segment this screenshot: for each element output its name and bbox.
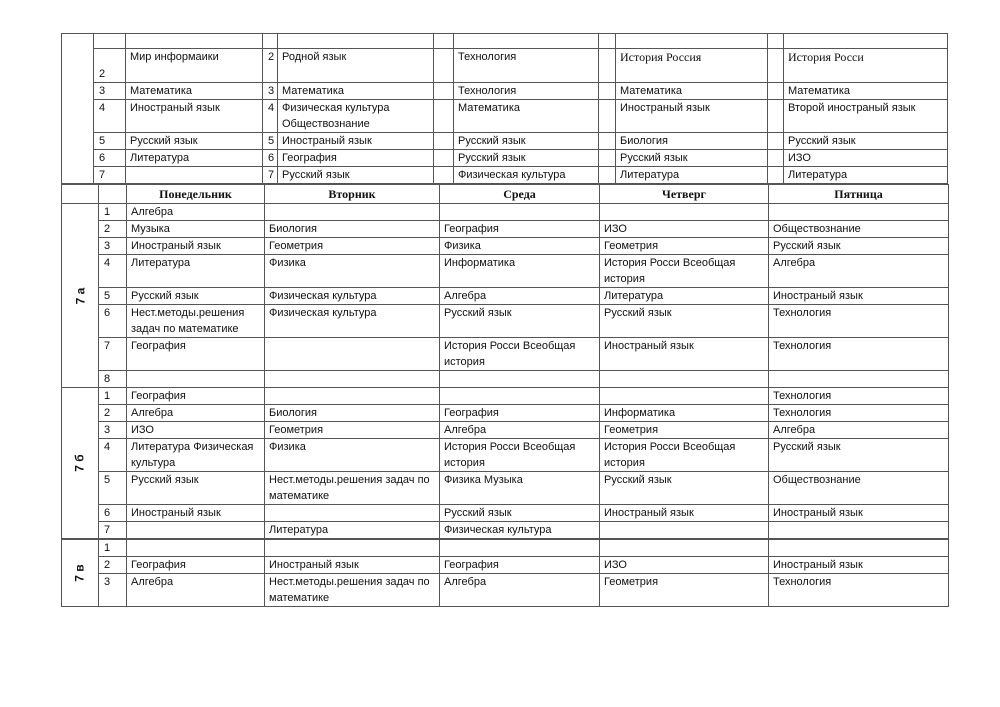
lesson-number: 2 bbox=[99, 405, 127, 422]
wednesday-cell bbox=[440, 539, 600, 557]
spacer-cell bbox=[599, 167, 616, 184]
header-friday: Пятница bbox=[769, 185, 949, 204]
friday-cell: Иностраный язык bbox=[769, 288, 949, 305]
group-cell bbox=[62, 34, 94, 184]
subject-cell bbox=[126, 34, 263, 49]
schedule-table bbox=[61, 184, 949, 607]
subject-cell: Литература bbox=[126, 150, 263, 167]
subject-cell: Технология bbox=[454, 83, 599, 100]
thursday-cell: Геометрия bbox=[600, 238, 769, 255]
lesson-number: 6 bbox=[94, 150, 126, 167]
lesson-number: 6 bbox=[99, 505, 127, 522]
thursday-cell: ИЗО bbox=[600, 557, 769, 574]
spacer-cell bbox=[434, 167, 454, 184]
lesson-number: 7 bbox=[99, 522, 127, 540]
subject-cell: Родной язык bbox=[278, 49, 434, 83]
lesson-number: 4 bbox=[99, 439, 127, 472]
lesson-number: 3 bbox=[263, 83, 278, 100]
spacer-cell bbox=[434, 49, 454, 83]
tuesday-cell: Биология bbox=[265, 221, 440, 238]
friday-cell: Обществознание bbox=[769, 221, 949, 238]
lesson-number: 1 bbox=[99, 204, 127, 221]
subject-cell: География bbox=[278, 150, 434, 167]
subject-cell: Иностраный язык bbox=[278, 133, 434, 150]
thursday-cell: Иностраный язык bbox=[600, 505, 769, 522]
subject-cell: Иностраный язык bbox=[616, 100, 768, 133]
spacer-cell bbox=[599, 49, 616, 83]
subject-cell: История Россия bbox=[616, 49, 768, 83]
tuesday-cell: Литература bbox=[265, 522, 440, 540]
wednesday-cell: История Росси Всеобщая история bbox=[440, 338, 600, 371]
thursday-cell: История Росси Всеобщая история bbox=[600, 255, 769, 288]
tuesday-cell bbox=[265, 539, 440, 557]
subject-cell: Математика bbox=[454, 100, 599, 133]
subject-cell: Русский язык bbox=[126, 133, 263, 150]
monday-cell: Нест.методы.решения задач по математике bbox=[127, 305, 265, 338]
header-class bbox=[62, 185, 99, 204]
lesson-number: 1 bbox=[99, 388, 127, 405]
subject-cell bbox=[784, 34, 948, 49]
subject-cell: Физическая культура bbox=[454, 167, 599, 184]
spacer-cell bbox=[434, 133, 454, 150]
wednesday-cell: Физическая культура bbox=[440, 522, 600, 540]
monday-cell: География bbox=[127, 557, 265, 574]
thursday-cell bbox=[600, 204, 769, 221]
wednesday-cell: Алгебра bbox=[440, 574, 600, 607]
lesson-number: 4 bbox=[94, 100, 126, 133]
subject-cell: Иностраный язык bbox=[126, 100, 263, 133]
monday-cell: Русский язык bbox=[127, 288, 265, 305]
header-number bbox=[99, 185, 127, 204]
friday-cell: Алгебра bbox=[769, 422, 949, 439]
subject-cell: Литература bbox=[784, 167, 948, 184]
subject-cell: История Росси bbox=[784, 49, 948, 83]
monday-cell: География bbox=[127, 338, 265, 371]
monday-cell: Музыка bbox=[127, 221, 265, 238]
spacer-cell bbox=[599, 83, 616, 100]
previous-schedule-fragment bbox=[61, 33, 948, 184]
friday-cell: Технология bbox=[769, 338, 949, 371]
friday-cell: Русский язык bbox=[769, 439, 949, 472]
thursday-cell bbox=[600, 371, 769, 388]
lesson-number: 7 bbox=[99, 338, 127, 371]
lesson-number: 7 bbox=[94, 167, 126, 184]
lesson-number: 2 bbox=[99, 221, 127, 238]
class-label-7b: 7 б bbox=[62, 388, 99, 540]
subject-cell bbox=[454, 34, 599, 49]
thursday-cell bbox=[600, 539, 769, 557]
lesson-number: 4 bbox=[263, 100, 278, 133]
lesson-number: 3 bbox=[94, 83, 126, 100]
tuesday-cell: Иностраный язык bbox=[265, 557, 440, 574]
lesson-number: 1 bbox=[99, 539, 127, 557]
lesson-number: 6 bbox=[99, 305, 127, 338]
tuesday-cell: Физическая культура bbox=[265, 305, 440, 338]
subject-cell: Русский язык bbox=[454, 150, 599, 167]
wednesday-cell: География bbox=[440, 405, 600, 422]
header-monday: Понедельник bbox=[127, 185, 265, 204]
subject-cell bbox=[126, 167, 263, 184]
subject-cell: Математика bbox=[278, 83, 434, 100]
subject-cell bbox=[616, 34, 768, 49]
thursday-cell: Информатика bbox=[600, 405, 769, 422]
friday-cell: Русский язык bbox=[769, 238, 949, 255]
monday-cell bbox=[127, 539, 265, 557]
subject-cell: ИЗО bbox=[784, 150, 948, 167]
thursday-cell: Литература bbox=[600, 288, 769, 305]
monday-cell: Литература bbox=[127, 255, 265, 288]
lesson-number bbox=[263, 34, 278, 49]
monday-cell: География bbox=[127, 388, 265, 405]
friday-cell: Технология bbox=[769, 388, 949, 405]
tuesday-cell: Биология bbox=[265, 405, 440, 422]
wednesday-cell: История Росси Всеобщая история bbox=[440, 439, 600, 472]
wednesday-cell: Физика bbox=[440, 238, 600, 255]
friday-cell: Технология bbox=[769, 405, 949, 422]
wednesday-cell: Русский язык bbox=[440, 505, 600, 522]
monday-cell bbox=[127, 522, 265, 540]
subject-cell: Русский язык bbox=[278, 167, 434, 184]
class-label-7a: 7 а bbox=[62, 204, 99, 388]
spacer-cell bbox=[768, 49, 784, 83]
spacer-cell bbox=[768, 100, 784, 133]
tuesday-cell bbox=[265, 388, 440, 405]
lesson-number: 6 bbox=[263, 150, 278, 167]
spacer-cell bbox=[768, 167, 784, 184]
subject-cell: Русский язык bbox=[454, 133, 599, 150]
spacer-cell bbox=[434, 34, 454, 49]
thursday-cell: Геометрия bbox=[600, 574, 769, 607]
lesson-number: 4 bbox=[99, 255, 127, 288]
lesson-number bbox=[94, 34, 126, 49]
tuesday-cell bbox=[265, 505, 440, 522]
wednesday-cell bbox=[440, 204, 600, 221]
monday-cell: Алгебра bbox=[127, 405, 265, 422]
lesson-number: 5 bbox=[99, 288, 127, 305]
spacer-cell bbox=[768, 150, 784, 167]
subject-cell: Русский язык bbox=[616, 150, 768, 167]
friday-cell: Технология bbox=[769, 574, 949, 607]
monday-cell: Русский язык bbox=[127, 472, 265, 505]
monday-cell: Алгебра bbox=[127, 574, 265, 607]
spacer-cell bbox=[768, 34, 784, 49]
thursday-cell: Иностраный язык bbox=[600, 338, 769, 371]
thursday-cell: История Росси Всеобщая история bbox=[600, 439, 769, 472]
friday-cell bbox=[769, 204, 949, 221]
monday-cell: ИЗО bbox=[127, 422, 265, 439]
friday-cell bbox=[769, 539, 949, 557]
tuesday-cell: Физическая культура bbox=[265, 288, 440, 305]
subject-cell: Технология bbox=[454, 49, 599, 83]
thursday-cell: Русский язык bbox=[600, 472, 769, 505]
thursday-cell: Русский язык bbox=[600, 305, 769, 338]
monday-cell: Иностраный язык bbox=[127, 238, 265, 255]
lesson-number: 5 bbox=[263, 133, 278, 150]
lesson-number: 2 bbox=[263, 49, 278, 83]
friday-cell: Технология bbox=[769, 305, 949, 338]
tuesday-cell: Физика bbox=[265, 255, 440, 288]
tuesday-cell: Геометрия bbox=[265, 422, 440, 439]
subject-cell: Биология bbox=[616, 133, 768, 150]
lesson-number: 5 bbox=[99, 472, 127, 505]
spacer-cell bbox=[599, 133, 616, 150]
tuesday-cell bbox=[265, 371, 440, 388]
subject-cell: Литература bbox=[616, 167, 768, 184]
wednesday-cell bbox=[440, 371, 600, 388]
spacer-cell bbox=[599, 100, 616, 133]
friday-cell bbox=[769, 522, 949, 540]
friday-cell: Иностраный язык bbox=[769, 557, 949, 574]
friday-cell bbox=[769, 371, 949, 388]
header-thursday: Четверг bbox=[600, 185, 769, 204]
tuesday-cell: Физика bbox=[265, 439, 440, 472]
wednesday-cell: География bbox=[440, 557, 600, 574]
wednesday-cell: Алгебра bbox=[440, 422, 600, 439]
lesson-number: 5 bbox=[94, 133, 126, 150]
friday-cell: Алгебра bbox=[769, 255, 949, 288]
tuesday-cell bbox=[265, 204, 440, 221]
subject-cell: Мир информаики bbox=[126, 49, 263, 83]
spacer-cell bbox=[599, 150, 616, 167]
thursday-cell: ИЗО bbox=[600, 221, 769, 238]
subject-cell: Математика bbox=[126, 83, 263, 100]
lesson-number: 2 bbox=[94, 49, 126, 83]
spacer-cell bbox=[768, 83, 784, 100]
lesson-number: 7 bbox=[263, 167, 278, 184]
lesson-number: 3 bbox=[99, 574, 127, 607]
wednesday-cell: Алгебра bbox=[440, 288, 600, 305]
lesson-number: 2 bbox=[99, 557, 127, 574]
friday-cell: Иностраный язык bbox=[769, 505, 949, 522]
header-wednesday: Среда bbox=[440, 185, 600, 204]
tuesday-cell bbox=[265, 338, 440, 371]
monday-cell: Иностраный язык bbox=[127, 505, 265, 522]
thursday-cell bbox=[600, 388, 769, 405]
spacer-cell bbox=[434, 83, 454, 100]
wednesday-cell: География bbox=[440, 221, 600, 238]
class-label-7v: 7 в bbox=[62, 539, 99, 607]
wednesday-cell: Русский язык bbox=[440, 305, 600, 338]
monday-cell: Алгебра bbox=[127, 204, 265, 221]
lesson-number: 3 bbox=[99, 238, 127, 255]
friday-cell: Обществознание bbox=[769, 472, 949, 505]
wednesday-cell: Информатика bbox=[440, 255, 600, 288]
tuesday-cell: Нест.методы.решения задач по математике bbox=[265, 574, 440, 607]
spacer-cell bbox=[599, 34, 616, 49]
monday-cell bbox=[127, 371, 265, 388]
thursday-cell: Геометрия bbox=[600, 422, 769, 439]
lesson-number: 3 bbox=[99, 422, 127, 439]
monday-cell: Литература Физическая культура bbox=[127, 439, 265, 472]
tuesday-cell: Геометрия bbox=[265, 238, 440, 255]
spacer-cell bbox=[434, 100, 454, 133]
wednesday-cell: Физика Музыка bbox=[440, 472, 600, 505]
header-tuesday: Вторник bbox=[265, 185, 440, 204]
subject-cell: Физическая культура Обществознание bbox=[278, 100, 434, 133]
subject-cell: Второй иностраный язык bbox=[784, 100, 948, 133]
wednesday-cell bbox=[440, 388, 600, 405]
spacer-cell bbox=[434, 150, 454, 167]
subject-cell: Математика bbox=[784, 83, 948, 100]
thursday-cell bbox=[600, 522, 769, 540]
tuesday-cell: Нест.методы.решения задач по математике bbox=[265, 472, 440, 505]
lesson-number: 8 bbox=[99, 371, 127, 388]
spacer-cell bbox=[768, 133, 784, 150]
subject-cell: Математика bbox=[616, 83, 768, 100]
subject-cell bbox=[278, 34, 434, 49]
subject-cell: Русский язык bbox=[784, 133, 948, 150]
